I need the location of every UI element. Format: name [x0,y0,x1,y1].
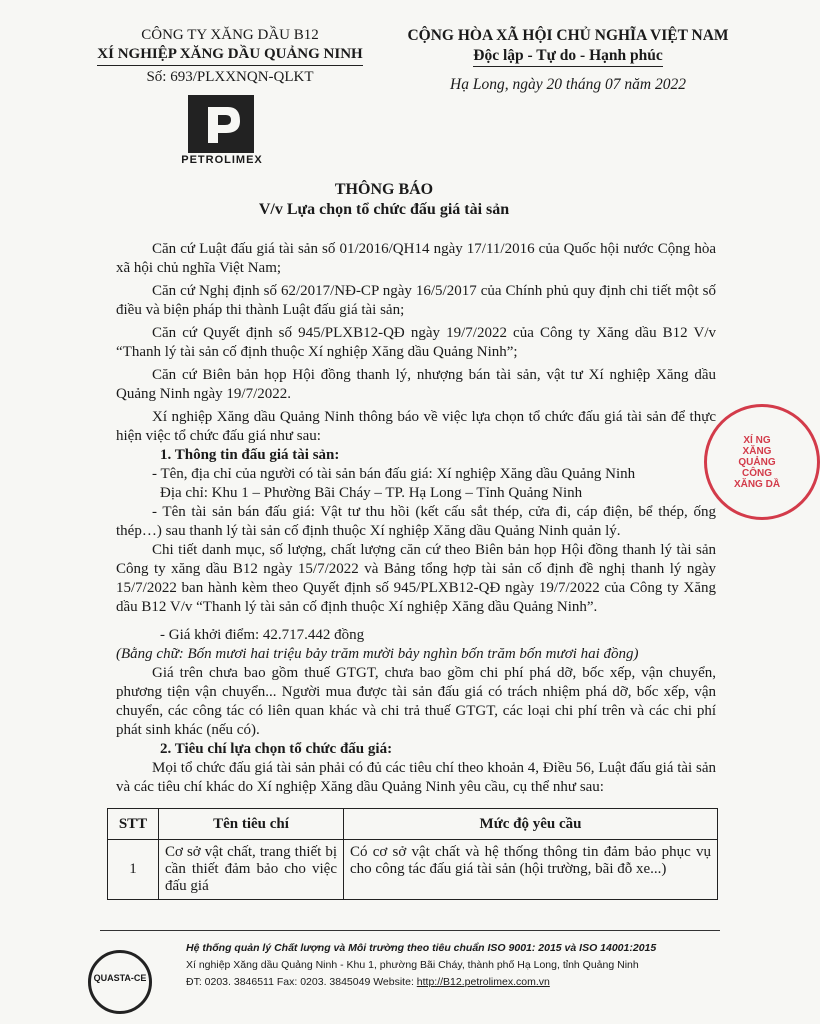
title-subject: V/v Lựa chọn tổ chức đấu giá tài sản [258,201,510,218]
title-main: THÔNG BÁO [334,181,434,198]
petrolimex-logo [188,95,254,153]
quasta-cert-logo [88,950,152,1014]
website-link[interactable]: http://B12.petrolimex.com.vn [416,976,550,988]
paragraph-basis-4: Căn cứ Biên bản họp Hội đồng thanh lý, nhượng bán tài sản, vật tư Xí nghiệp Xăng dầu Quảng Ninh ngày 19/7/2022. [116,367,716,402]
country-name: CỘNG HÒA XÃ HỘI CHỦ NGHĨA VIỆT NAM [407,27,729,44]
table-header-row [108,809,718,840]
stamp-line-2: XĂNG [742,446,772,457]
document-title [0,180,768,220]
row-requirement: Có cơ sở vật chất và hệ thống thông tin đảm bảo phục vụ cho công tác đấu giá tài sản (hội trường, bãi đỗ xe...) [344,840,718,900]
national-block [398,26,738,95]
stamp-line-1: XÍ NG [743,435,771,446]
stamp-line-3: QUẢNG [738,457,776,468]
motto: Độc lập - Tự do - Hạnh phúc [473,46,662,67]
doc-number: Số: 693/PLXXNQN-QLKT [146,69,314,85]
header-stt: STT [108,809,159,840]
criteria-intro: Mọi tổ chức đấu giá tài sản phải có đủ các tiêu chí theo khoản 4, Điều 56, Luật đấu giá tài sản và các tiêu chí khác do Xí nghiệp Xăng dầu Quảng Ninh yêu cầu, cụ thể như sau: [116,760,716,795]
footer-info [186,940,726,991]
row-criterion-name: Cơ sở vật chất, trang thiết bị cần thiết đảm bảo cho việc đấu giá [159,840,344,900]
price-in-words: (Bằng chữ: Bốn mươi hai triệu bảy trăm mười bảy nghìn bốn trăm bốn mươi hai đồng) [116,646,639,662]
section-2-heading: 2. Tiêu chí lựa chọn tổ chức đấu giá: [160,741,393,757]
paragraph-basis-1: Căn cứ Luật đấu giá tài sản số 01/2016/QH14 ngày 17/11/2016 của Quốc hội nước Cộng hòa xã hội chủ nghĩa Việt Nam; [116,241,716,276]
paragraph-basis-2: Căn cứ Nghị định số 62/2017/NĐ-CP ngày 16/5/2017 của Chính phủ quy định chi tiết một số điều và biện pháp thi thành Luật đấu giá tài sản; [116,283,716,318]
seller-name: - Tên, địa chỉ của người có tài sản bán đấu giá: Xí nghiệp Xăng dầu Quảng Ninh [152,466,636,482]
quasta-badge-text: QUASTA-CE [93,973,147,983]
footer-address-line: Xí nghiệp Xăng dầu Quảng Ninh - Khu 1, phường Bãi Cháy, thành phố Hạ Long, tỉnh Quảng Ninh [186,959,639,971]
price-note: Giá trên chưa bao gồm thuế GTGT, chưa bao gồm chi phí phá dỡ, bốc xếp, vận chuyển, phương tiện vận chuyển... Người mua được tài sản đấu giá có trách nhiệm phá dỡ, bốc xếp, vận chuyển, các công tác có liên quan khác và chi trả thuế GTGT, các loại chi phí trên và các chi phí phát sinh khác (nếu có). [116,665,716,738]
asset-detail: Chi tiết danh mục, số lượng, chất lượng căn cứ theo Biên bản họp Hội đồng thanh lý tài sản Công ty xăng dầu B12 ngày 15/7/2022 và Bảng tổng hợp tài sản cố định đề nghị thanh lý ngày 15/7/2022 ban hành kèm theo Quyết định số 945/PLXB12-QĐ ngày 19/7/2022 của Công ty Xăng dầu B12 V/v “Thanh lý tài sản cố định thuộc Xí nghiệp Xăng dầu Quảng Ninh”. [116,542,716,615]
criteria-table [107,808,718,900]
logo-wordmark: PETROLIMEX [181,154,263,166]
stamp-line-4: CÔNG [742,468,772,479]
red-seal-stamp [704,404,820,520]
footer-iso-line: Hệ thống quản lý Chất lượng và Môi trường theo tiêu chuẩn ISO 9001: 2015 và ISO 14001:2015 [186,942,657,954]
paragraph-basis-3: Căn cứ Quyết định số 945/PLXB12-QĐ ngày 19/7/2022 của Công ty Xăng dầu B12 V/v “Thanh lý tài sản cố định thuộc Xí nghiệp Xăng dầu Quảng Ninh”; [116,325,716,360]
seller-address: Địa chỉ: Khu 1 – Phường Bãi Cháy – TP. Hạ Long – Tỉnh Quảng Ninh [160,485,583,501]
stamp-line-5: XĂNG DẦ [733,479,781,490]
table-row [108,840,718,900]
section-1-heading: 1. Thông tin đấu giá tài sản: [160,447,340,463]
footer-phone-fax: ĐT: 0203. 3846511 Fax: 0203. 3845049 Website: [186,976,417,988]
row-stt: 1 [108,840,159,900]
footer-contact-line [186,974,726,991]
place-date: Hạ Long, ngày 20 tháng 07 năm 2022 [450,76,686,93]
org-name: XÍ NGHIỆP XĂNG DẦU QUẢNG NINH [97,45,362,66]
paragraph-intro: Xí nghiệp Xăng dầu Quảng Ninh thông báo về việc lựa chọn tổ chức đấu giá tài sản để thực hiện việc tổ chức đấu giá như sau: [116,409,716,444]
issuer-block [70,26,390,87]
starting-price: - Giá khởi điểm: 42.717.442 đồng [160,627,365,643]
parent-org: CÔNG TY XĂNG DẦU B12 [141,27,319,43]
header-requirement: Mức độ yêu cầu [344,809,718,840]
footer-divider [100,930,720,931]
asset-name: - Tên tài sản bán đấu giá: Vật tư thu hồi (kết cấu sắt thép, cửa đi, cáp điện, bể thép, ống thép…) sau thanh lý tài sản cố định thuộc Xí nghiệp Xăng dầu Quảng Ninh quản lý. [116,504,716,539]
header-criterion-name: Tên tiêu chí [159,809,344,840]
